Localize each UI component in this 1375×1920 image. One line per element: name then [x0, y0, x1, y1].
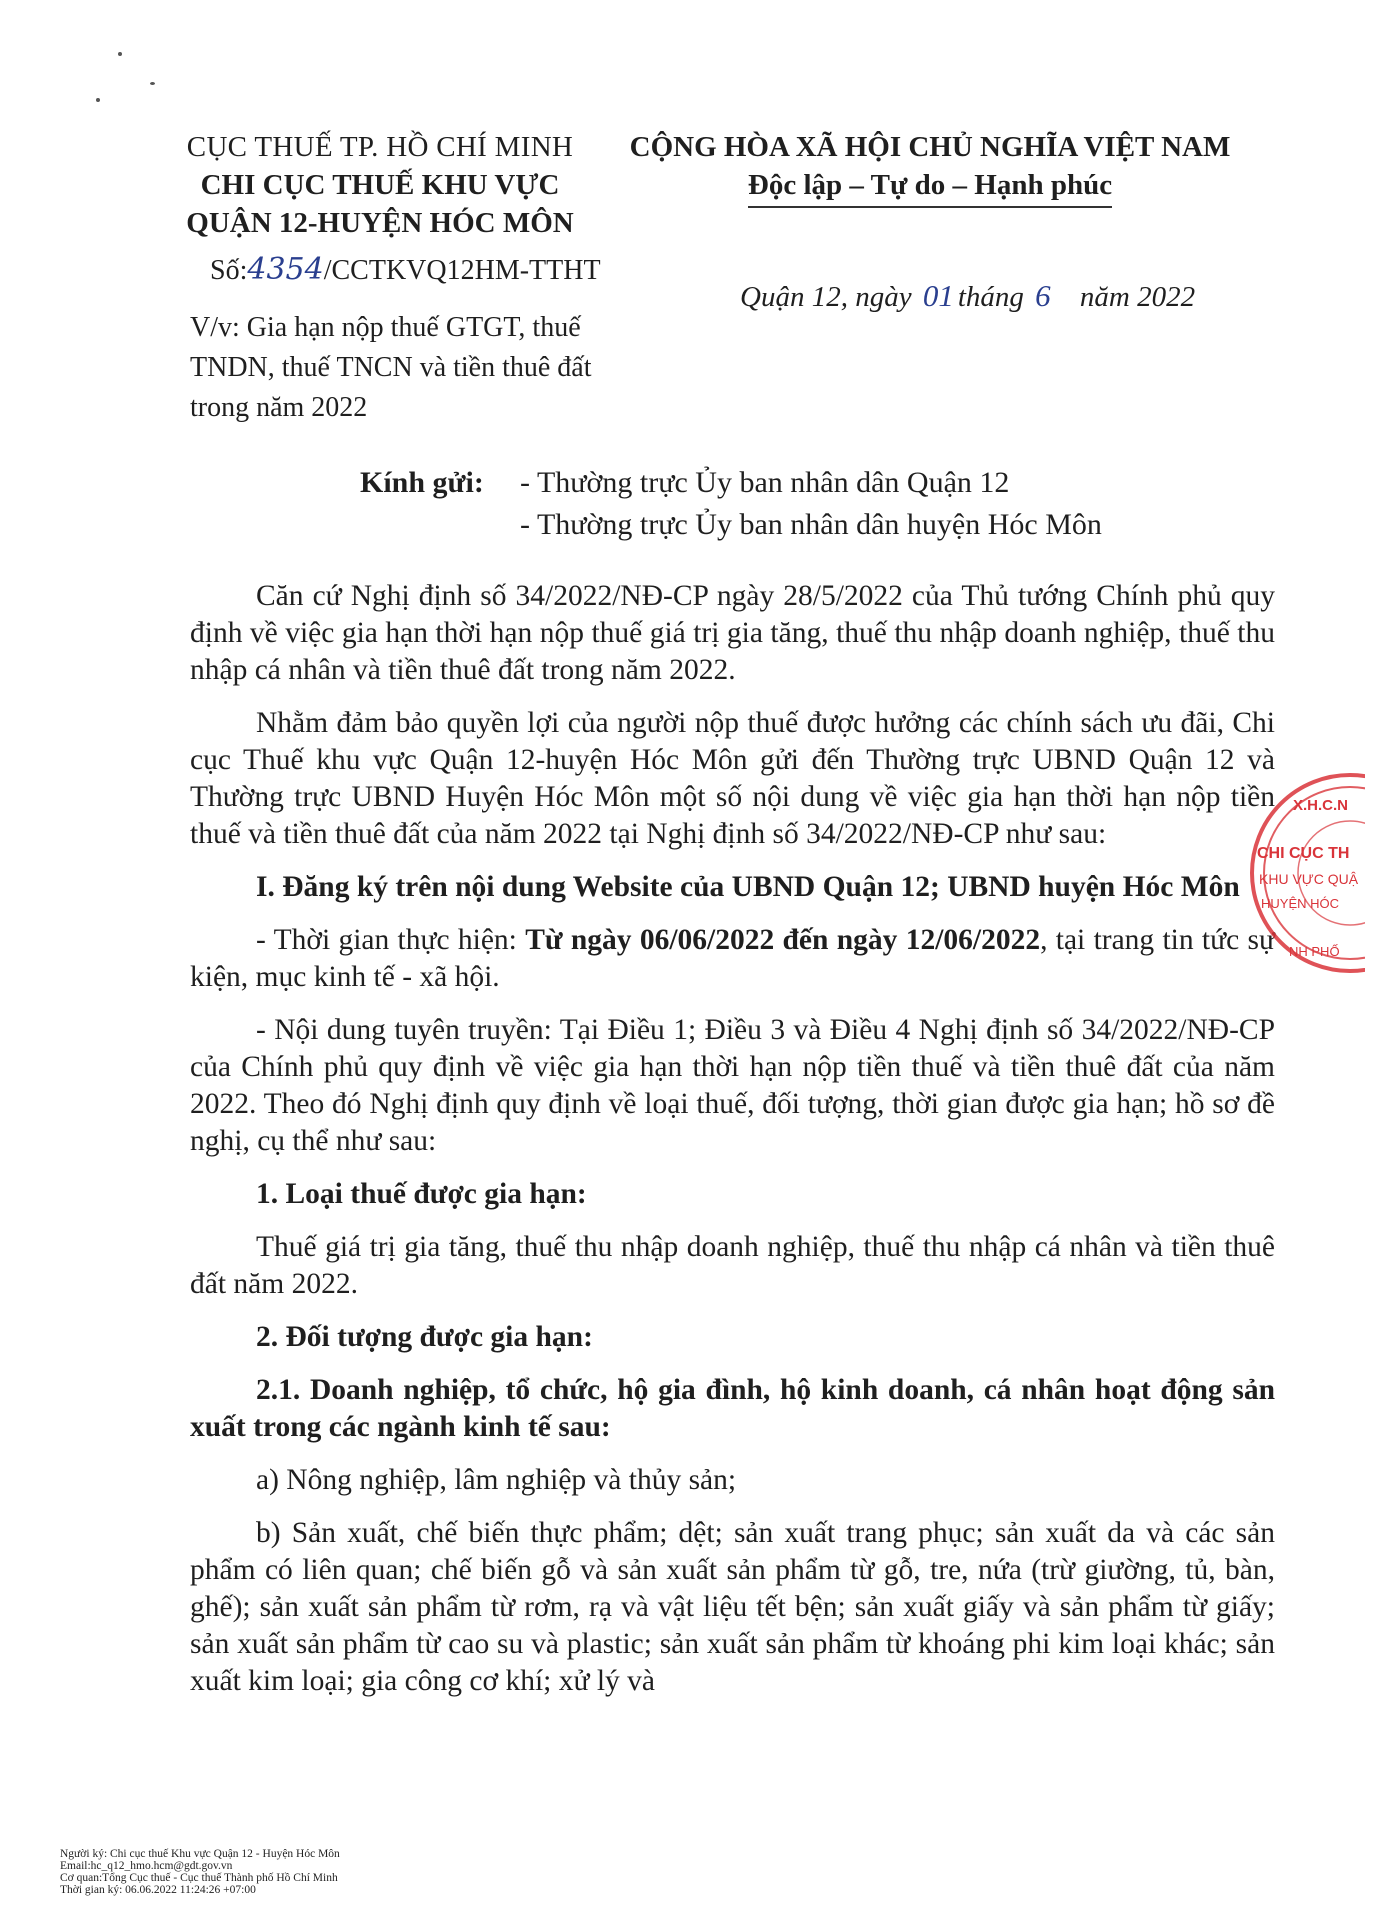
- number-handwritten: 4354: [247, 252, 324, 287]
- scan-speck: [96, 98, 100, 102]
- seal-line-4: NH PHỐ: [1289, 944, 1340, 959]
- paragraph-content: - Nội dung tuyên truyền: Tại Điều 1; Điều 3 và Điều 4 Nghị định số 34/2022/NĐ-CP của Chính phủ quy định về việc gia hạn thời hạn nộp tiền thuế và tiền thuê đất của năm 2022. Theo đó Nghị định quy định về loại thuế, đối tượng, thời gian được gia hạn; hồ sơ đề nghị, cụ thể như sau:: [190, 1014, 1275, 1157]
- agency-line-3: QUẬN 12-HUYỆN HÓC MÔN: [186, 207, 574, 239]
- signer-org: Cơ quan:Tổng Cục thuế - Cục thuế Thành phố Hồ Chí Minh: [60, 1872, 338, 1884]
- scan-speck: [118, 52, 122, 56]
- place-date: [740, 278, 1195, 314]
- official-seal: [1215, 768, 1365, 978]
- paragraph-purpose: Nhằm đảm bảo quyền lợi của người nộp thuế được hưởng các chính sách ưu đãi, Chi cục Thuế khu vực Quận 12-huyện Hóc Môn gửi đến Thường trực UBND Quận 12 và Thường trực UBND Huyện Hóc Môn một số nội dung về việc gia hạn thời hạn nộp tiền thuế và tiền thuê đất của năm 2022 tại Nghị định số 34/2022/NĐ-CP như sau:: [190, 707, 1275, 850]
- national-motto: Độc lập – Tự do – Hạnh phúc: [748, 166, 1112, 208]
- seal-line-2: KHU VỰC QUẬ: [1259, 871, 1359, 887]
- time-range: Từ ngày 06/06/2022 đến ngày 12/06/2022: [525, 924, 1041, 956]
- signer: Người ký: Chi cục thuế Khu vực Quận 12 - Huyện Hóc Môn: [60, 1848, 340, 1860]
- subject-line: V/v: Gia hạn nộp thuế GTGT, thuế TNDN, thuế TNCN và tiền thuê đất trong năm 2022: [190, 312, 592, 423]
- date-year: năm 2022: [1079, 281, 1196, 313]
- date-month-label: tháng: [957, 281, 1024, 313]
- digital-signature-info: [60, 1848, 340, 1896]
- paragraph-time: [190, 922, 1275, 996]
- time-prefix: - Thời gian thực hiện:: [256, 924, 526, 956]
- country-name: CỘNG HÒA XÃ HỘI CHỦ NGHĨA VIỆT NAM: [629, 131, 1231, 163]
- agency-line-1: CỤC THUẾ TP. HỒ CHÍ MINH: [186, 131, 574, 163]
- national-header: [610, 128, 1250, 208]
- recipients: [360, 462, 1102, 546]
- seal-graphic: [1215, 768, 1365, 978]
- agency-header: [150, 128, 610, 242]
- document-body: [190, 578, 1275, 1716]
- heading-tax-types: 1. Loại thuế được gia hạn:: [256, 1178, 587, 1210]
- date-month: 6: [1035, 278, 1051, 313]
- date-place: Quận 12, ngày: [740, 281, 912, 313]
- number-prefix: Số:: [210, 255, 248, 286]
- paragraph-tax-types: Thuế giá trị gia tăng, thuế thu nhập doanh nghiệp, thuế thu nhập cá nhân và tiền thuê đất năm 2022.: [190, 1231, 1275, 1300]
- item-a: a) Nông nghiệp, lâm nghiệp và thủy sản;: [256, 1464, 737, 1496]
- date-day: 01: [922, 278, 954, 313]
- signing-time: Thời gian ký: 06.06.2022 11:24:26 +07:00: [60, 1884, 256, 1896]
- recipient-2: - Thường trực Ủy ban nhân dân huyện Hóc Môn: [520, 508, 1102, 541]
- seal-line-1: CHI CỤC TH: [1257, 845, 1350, 862]
- item-b: b) Sản xuất, chế biến thực phẩm; dệt; sản xuất trang phục; sản xuất da và các sản phẩm có liên quan; chế biến gỗ và sản xuất sản phẩm từ gỗ, tre, nứa (trừ giường, tủ, bàn, ghế); sản xuất sản phẩm từ rơm, rạ và vật liệu tết bện; sản xuất giấy và sản phẩm từ giấy; sản xuất sản phẩm từ cao su và plastic; sản xuất sản phẩm từ khoáng phi kim loại khác; sản xuất kim loại; gia công cơ khí; xử lý và: [190, 1517, 1275, 1697]
- seal-ring-text: X.H.C.N: [1293, 797, 1349, 814]
- section-1-title: I. Đăng ký trên nội dung Website của UBND Quận 12; UBND huyện Hóc Môn: [256, 871, 1240, 903]
- signer-email: Email:hc_q12_hmo.hcm@gdt.gov.vn: [60, 1860, 233, 1872]
- document-number: [210, 252, 601, 287]
- number-suffix: /CCTKVQ12HM-TTHT: [323, 255, 601, 286]
- time-suffix: , tại trang tin tức sự kiện, mục kinh tế - xã hội.: [190, 924, 1275, 993]
- recipient-1: - Thường trực Ủy ban nhân dân Quận 12: [520, 466, 1010, 499]
- paragraph-legal-basis: Căn cứ Nghị định số 34/2022/NĐ-CP ngày 28/5/2022 của Thủ tướng Chính phủ quy định về việc gia hạn thời hạn nộp thuế giá trị gia tăng, thuế thu nhập doanh nghiệp, thuế thu nhập cá nhân và tiền thuê đất trong năm 2022.: [190, 580, 1275, 686]
- scan-speck: [150, 82, 155, 85]
- heading-subjects-2-1: 2.1. Doanh nghiệp, tổ chức, hộ gia đình, hộ kinh doanh, cá nhân hoạt động sản xuất trong các ngành kinh tế sau:: [190, 1374, 1275, 1443]
- agency-line-2: CHI CỤC THUẾ KHU VỰC: [200, 169, 560, 201]
- seal-line-3: HUYỆN HÓC: [1261, 896, 1340, 911]
- recipients-label: Kính gửi:: [360, 466, 484, 499]
- heading-eligible-subjects: 2. Đối tượng được gia hạn:: [256, 1321, 593, 1353]
